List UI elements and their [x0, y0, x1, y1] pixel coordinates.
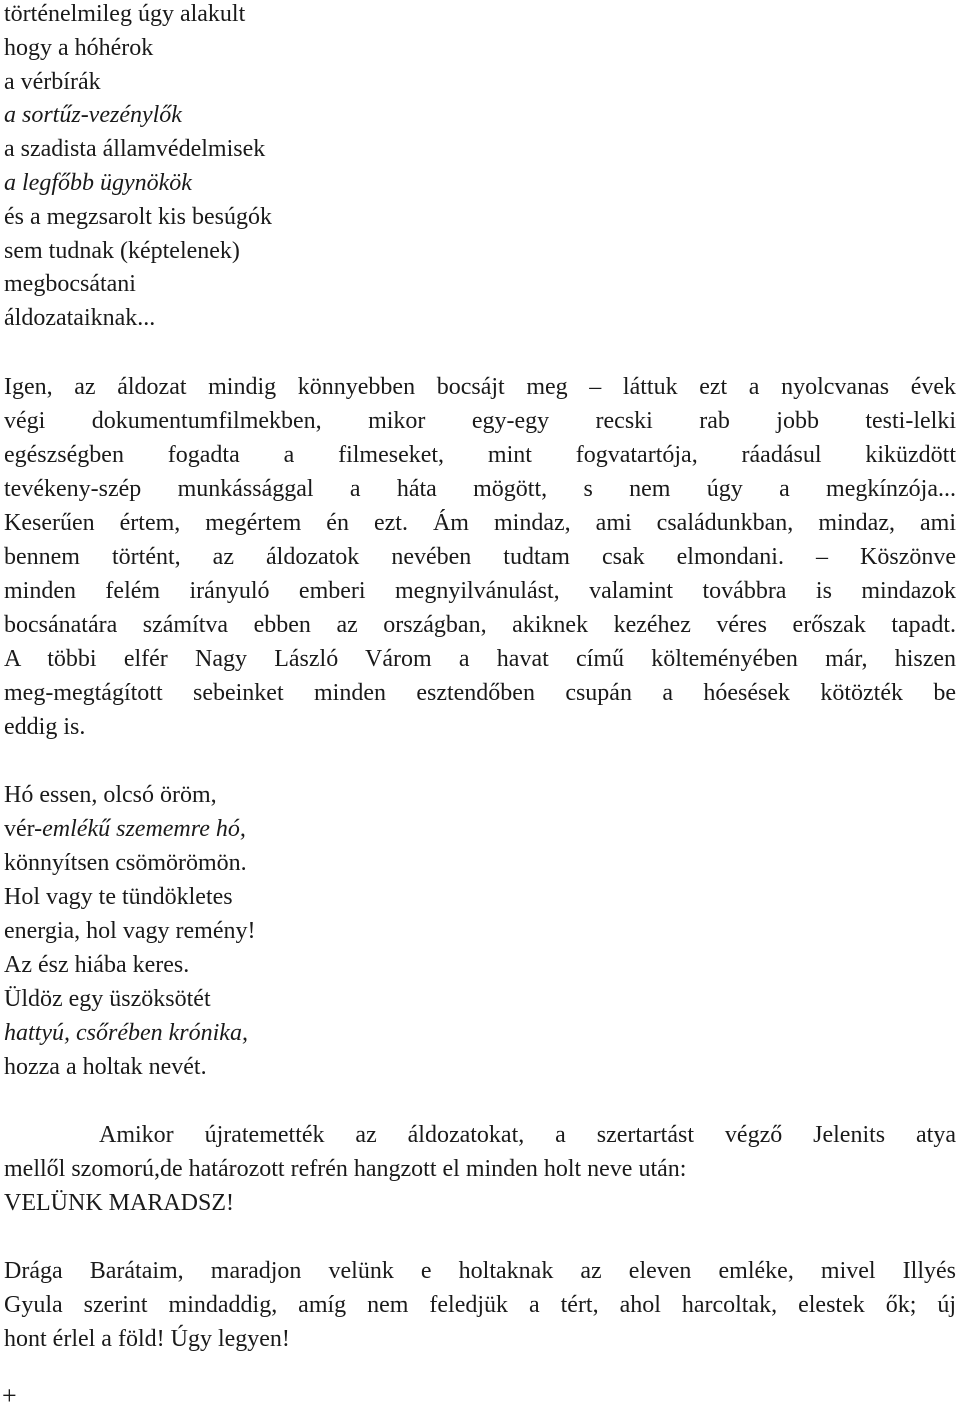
poem-line: megbocsátani	[4, 271, 136, 298]
poem-line: vér-emlékű szememre hó,	[4, 815, 246, 842]
poem-excerpt-2	[4, 778, 956, 1084]
paragraph-line: Keserűen értem, megértem én ezt. Ám mindaz, ami családunkban, mindaz, ami	[4, 509, 956, 536]
paragraph-reburial	[4, 1118, 956, 1220]
paragraph-line: egészségben fogadta a filmeseket, mint fogvatartója, ráadásul kiküzdött	[4, 441, 956, 468]
paragraph-line: Amikor újratemették az áldozatokat, a szertartást végző Jelenits atya	[99, 1121, 956, 1148]
footer-plus-mark: +	[2, 1381, 17, 1410]
paragraph-line: Drága Barátaim, maradjon velünk e holtaknak az eleven emléke, mivel Illyés	[4, 1257, 956, 1284]
poem-line: történelmileg úgy alakult	[4, 1, 246, 27]
poem-line: Hol vagy te tündökletes	[4, 883, 233, 910]
paragraph-line: bocsánatára számítva ebben az országban, akiknek kezéhez véres erőszak tapadt.	[4, 611, 956, 638]
document-body	[4, 0, 956, 1356]
poem-line: könnyítsen csömörömön.	[4, 849, 247, 876]
poem-line: a szadista államvédelmisek	[4, 136, 266, 163]
paragraph-line: Gyula szerint mindaddig, amíg nem feledjük a tért, ahol harcoltak, elestek ők; új	[4, 1291, 956, 1318]
poem-excerpt-1	[4, 0, 956, 336]
paragraph-line: mellől szomorú,de határozott refrén hangzott el minden holt neve után:	[4, 1155, 687, 1182]
paragraph-line: végi dokumentumfilmekben, mikor egy-egy recski rab jobb testi-lelki	[4, 407, 956, 434]
poem-line: hozza a holtak nevét.	[4, 1053, 207, 1080]
paragraph-closing	[4, 1254, 956, 1356]
paragraph-line: eddig is.	[4, 713, 86, 740]
poem-line: Üldöz egy üszöksötét	[4, 985, 211, 1012]
paragraph-reflection	[4, 370, 956, 744]
paragraph-line: bennem történt, az áldozatok nevében tudtam csak elmondani. – Köszönve	[4, 543, 956, 570]
paragraph-line: hont érlel a föld! Úgy legyen!	[4, 1325, 290, 1352]
poem-line: és a megzsarolt kis besúgók	[4, 203, 272, 230]
poem-line: a sortűz-vezénylők	[4, 102, 182, 129]
poem-line: hattyú, csőrében krónika,	[4, 1019, 248, 1046]
poem-line: a legfőbb ügynökök	[4, 169, 192, 196]
paragraph-line: minden felém irányuló emberi megnyilvánulást, valamint továbbra is mindazok	[4, 577, 956, 604]
poem-line: energia, hol vagy remény!	[4, 917, 256, 944]
poem-line: Hó essen, olcsó öröm,	[4, 781, 217, 808]
poem-line: sem tudnak (képtelenek)	[4, 237, 240, 264]
poem-line: Az ész hiába keres.	[4, 951, 190, 978]
paragraph-line: Igen, az áldozat mindig könnyebben bocsájt meg – láttuk ezt a nyolcvanas évek	[4, 373, 956, 400]
poem-line: áldozataiknak...	[4, 305, 156, 332]
paragraph-line: meg-megtágított sebeinket minden esztendőben csupán a hóesések kötözték be	[4, 679, 956, 706]
paragraph-line: VELÜNK MARADSZ!	[4, 1189, 234, 1216]
poem-line: a vérbírák	[4, 68, 101, 95]
paragraph-line: tevékeny-szép munkássággal a háta mögött, s nem úgy a megkínzója...	[4, 475, 956, 502]
paragraph-line: A többi elfér Nagy László Várom a havat című költeményében már, hiszen	[4, 645, 956, 672]
poem-line: hogy a hóhérok	[4, 34, 154, 61]
